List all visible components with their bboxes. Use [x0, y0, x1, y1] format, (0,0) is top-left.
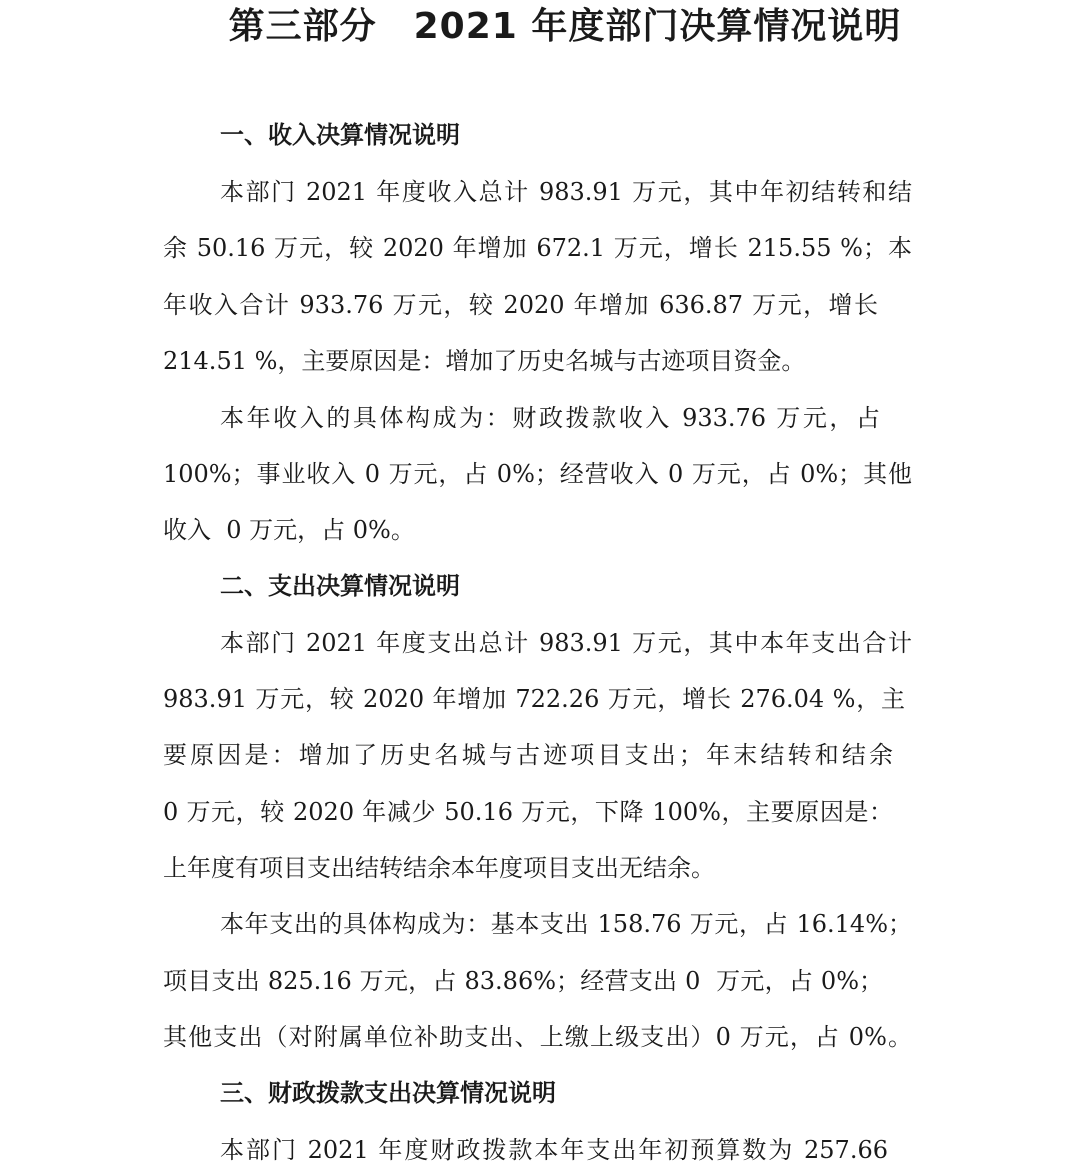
expenditure-paragraph-line: 要原因是：增加了历史名城与古迹项目支出；年末结转和结余 — [163, 741, 893, 769]
expenditure-paragraph-line: 983.91 万元，较 2020 年增加 722.26 万元，增长 276.04 %，主 — [163, 685, 905, 713]
income-paragraph-line: 年收入合计 933.76 万元，较 2020 年增加 636.87 万元，增长 — [163, 291, 878, 319]
income-composition-line: 收入 0 万元，占 0%。 — [163, 516, 415, 544]
section-heading-expenditure: 二、支出决算情况说明 — [220, 572, 460, 600]
section-heading-fiscal-appropriation: 三、财政拨款支出决算情况说明 — [220, 1079, 556, 1107]
expenditure-paragraph-line: 本部门 2021 年度支出总计 983.91 万元，其中本年支出合计 — [220, 629, 912, 657]
income-paragraph-line: 本部门 2021 年度收入总计 983.91 万元，其中年初结转和结 — [220, 178, 912, 206]
income-composition-line: 本年收入的具体构成为：财政拨款收入 933.76 万元，占 — [220, 404, 880, 432]
page-title: 第三部分 2021 年度部门决算情况说明 — [228, 6, 902, 47]
section-heading-income: 一、收入决算情况说明 — [220, 121, 460, 149]
fiscal-paragraph-line: 本部门 2021 年度财政拨款本年支出年初预算数为 257.66 — [220, 1136, 888, 1164]
income-composition-line: 100%；事业收入 0 万元，占 0%；经营收入 0 万元，占 0%；其他 — [163, 460, 912, 488]
income-paragraph-line: 余 50.16 万元，较 2020 年增加 672.1 万元，增长 215.55 %；本 — [163, 234, 912, 262]
expenditure-composition-line: 项目支出 825.16 万元，占 83.86%；经营支出 0 万元，占 0%； — [163, 967, 883, 995]
expenditure-composition-line: 本年支出的具体构成为：基本支出 158.76 万元，占 16.14%； — [220, 910, 912, 938]
expenditure-composition-line: 其他支出（对附属单位补助支出、上缴上级支出）0 万元，占 0%。 — [163, 1023, 912, 1051]
expenditure-paragraph-line: 0 万元，较 2020 年减少 50.16 万元，下降 100%，主要原因是： — [163, 798, 893, 826]
expenditure-paragraph-line: 上年度有项目支出结转结余本年度项目支出无结余。 — [163, 854, 715, 882]
income-paragraph-line: 214.51 %，主要原因是：增加了历史名城与古迹项目资金。 — [163, 347, 806, 375]
